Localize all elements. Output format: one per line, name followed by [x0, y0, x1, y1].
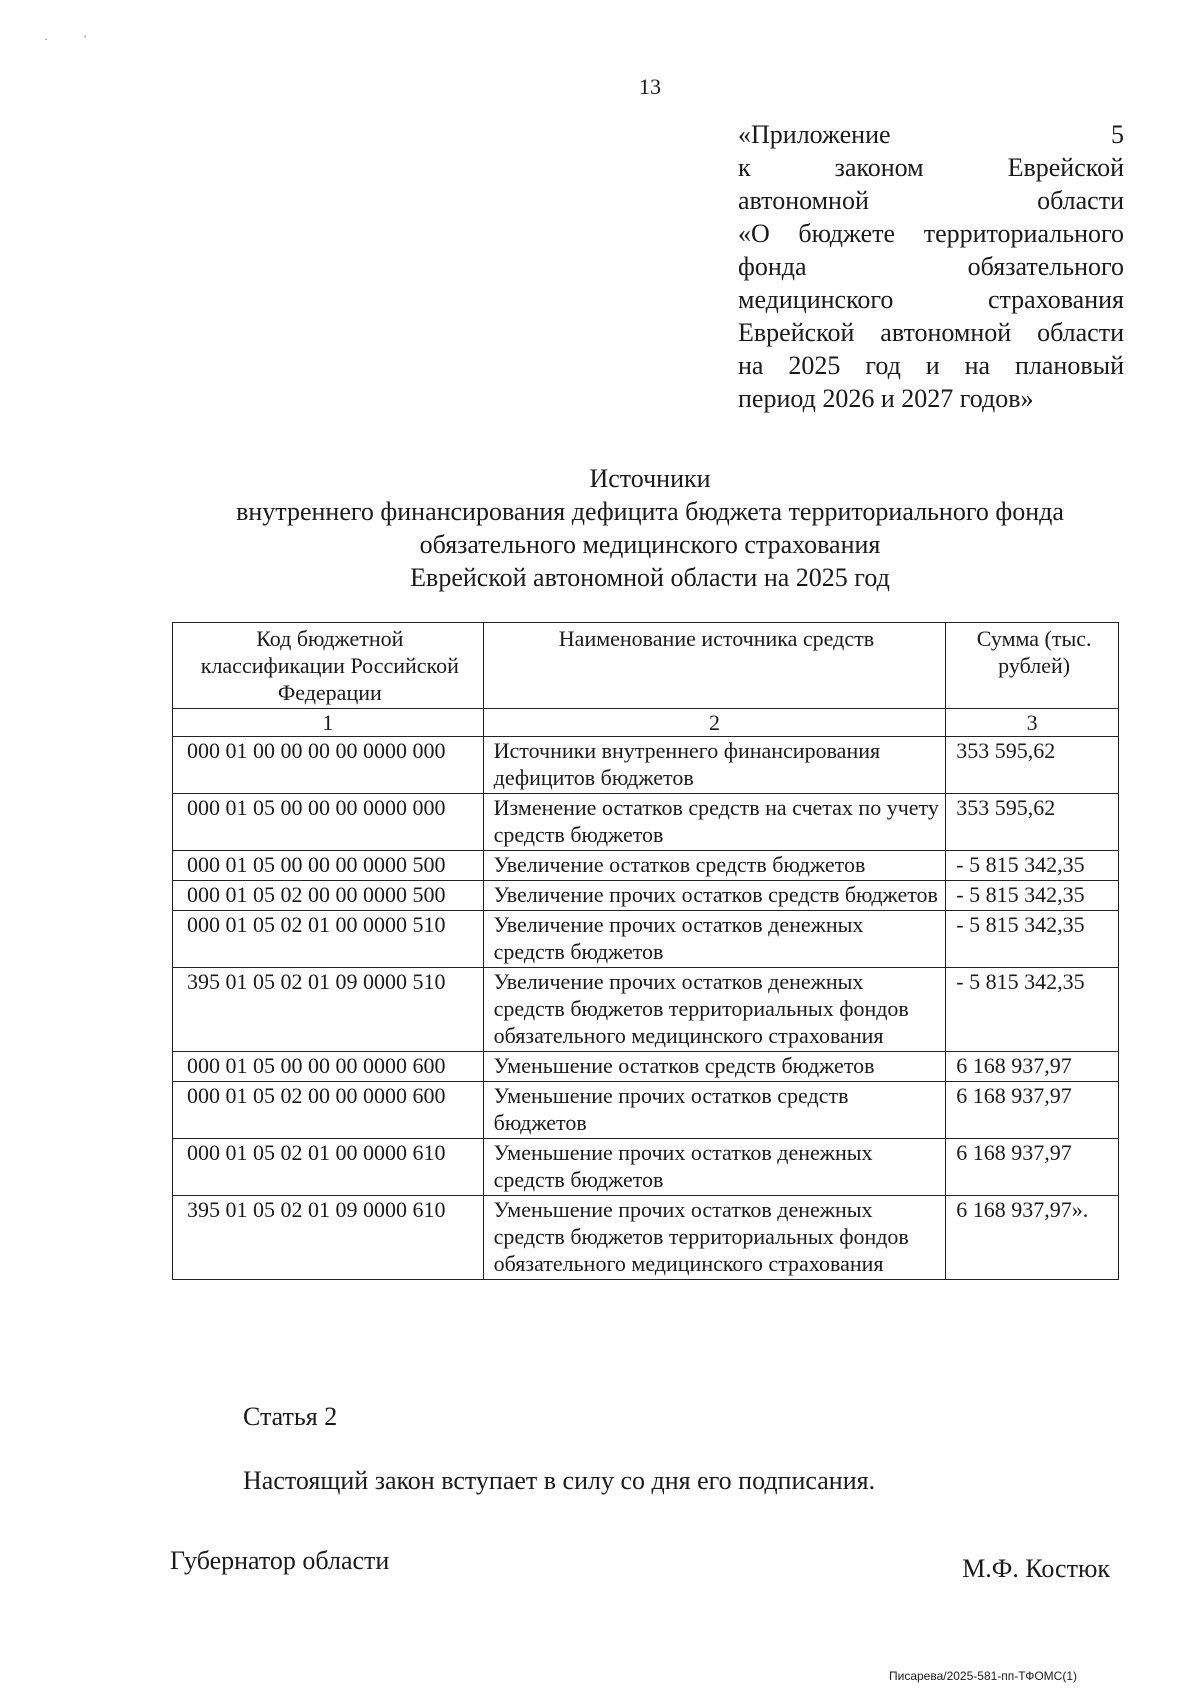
row-code: 000 01 05 02 01 00 0000 610 [173, 1139, 484, 1196]
row-name: Уменьшение прочих остатков денежных средств бюджетов [483, 1139, 946, 1196]
table-row [173, 881, 1119, 911]
row-name: Увеличение прочих остатков денежных средств бюджетов [483, 911, 946, 968]
table-row [173, 1139, 1119, 1196]
table-row [173, 737, 1119, 794]
appendix-line: «О бюджете территориального [738, 219, 1124, 248]
row-name: Изменение остатков средств на счетах по учету средств бюджетов [483, 794, 946, 851]
row-code: 000 01 05 02 00 00 0000 600 [173, 1082, 484, 1139]
signature-name: М.Ф. Костюк [962, 1554, 1110, 1583]
row-sum: - 5 815 342,35 [946, 911, 1119, 968]
document-heading [160, 462, 1140, 594]
row-sum: 353 595,62 [946, 794, 1119, 851]
row-name: Источники внутреннего финансирования дефицитов бюджетов [483, 737, 946, 794]
heading-line: обязательного медицинского страхования [419, 530, 881, 559]
row-code: 000 01 00 00 00 00 0000 000 [173, 737, 484, 794]
row-code: 000 01 05 00 00 00 0000 500 [173, 851, 484, 881]
appendix-line: фонда обязательного [738, 252, 1124, 281]
appendix-line: автономной области [738, 186, 1124, 215]
row-code: 000 01 05 02 01 00 0000 510 [173, 911, 484, 968]
table-column-number-row [173, 709, 1119, 737]
appendix-line: к законом Еврейской [738, 153, 1124, 182]
row-code: 395 01 05 02 01 09 0000 610 [173, 1196, 484, 1280]
row-name: Увеличение остатков средств бюджетов [483, 851, 946, 881]
column-number: 1 [173, 709, 484, 737]
table-row [173, 851, 1119, 881]
table-row [173, 794, 1119, 851]
heading-line: Источники [589, 464, 711, 493]
row-code: 000 01 05 00 00 00 0000 600 [173, 1052, 484, 1082]
column-number: 2 [483, 709, 946, 737]
article-heading: Статья 2 [243, 1402, 338, 1431]
row-code: 000 01 05 00 00 00 0000 000 [173, 794, 484, 851]
heading-line: внутреннего финансирования дефицита бюджета территориального фонда [236, 497, 1064, 526]
appendix-line: Еврейской автономной области [738, 318, 1124, 347]
row-name: Уменьшение прочих остатков денежных средств бюджетов территориальных фондов обязательного медицинского страхования [483, 1196, 946, 1280]
row-sum: 6 168 937,97 [946, 1082, 1119, 1139]
row-name: Увеличение прочих остатков денежных средств бюджетов территориальных фондов обязательного медицинского страхования [483, 968, 946, 1052]
row-sum: 6 168 937,97». [946, 1196, 1119, 1280]
appendix-line: период 2026 и 2027 годов» [738, 384, 1034, 413]
header-name: Наименование источника средств [483, 623, 946, 709]
footer-reference: Писарева/2025-581-пп-ТФОМС(1) [888, 1669, 1077, 1683]
sources-table [172, 622, 1119, 1280]
header-code: Код бюджетной классификации Российской Федерации [173, 623, 484, 709]
row-sum: 6 168 937,97 [946, 1139, 1119, 1196]
header-sum: Сумма (тыс. рублей) [946, 623, 1119, 709]
row-name: Уменьшение остатков средств бюджетов [483, 1052, 946, 1082]
row-name: Увеличение прочих остатков средств бюджетов [483, 881, 946, 911]
row-code: 000 01 05 02 00 00 0000 500 [173, 881, 484, 911]
appendix-line: «Приложение 5 [738, 120, 1124, 149]
table-row [173, 1196, 1119, 1280]
appendix-line: медицинского страхования [738, 285, 1124, 314]
law-text: Настоящий закон вступает в силу со дня его подписания. [243, 1466, 876, 1495]
appendix-line: на 2025 год и на плановый [738, 351, 1124, 380]
table-row [173, 911, 1119, 968]
table-header-row [173, 623, 1119, 709]
appendix-header [738, 118, 1124, 415]
scan-specks: · ' [44, 32, 87, 46]
table-row [173, 968, 1119, 1052]
row-sum: 6 168 937,97 [946, 1052, 1119, 1082]
row-sum: - 5 815 342,35 [946, 968, 1119, 1052]
row-sum: - 5 815 342,35 [946, 881, 1119, 911]
heading-line: Еврейской автономной области на 2025 год [410, 563, 890, 592]
row-sum: 353 595,62 [946, 737, 1119, 794]
table-row [173, 1082, 1119, 1139]
row-code: 395 01 05 02 01 09 0000 510 [173, 968, 484, 1052]
signature-title: Губернатор области [170, 1546, 390, 1575]
column-number: 3 [946, 709, 1119, 737]
table-row [173, 1052, 1119, 1082]
row-sum: - 5 815 342,35 [946, 851, 1119, 881]
row-name: Уменьшение прочих остатков средств бюджетов [483, 1082, 946, 1139]
page-number: 13 [639, 74, 661, 99]
